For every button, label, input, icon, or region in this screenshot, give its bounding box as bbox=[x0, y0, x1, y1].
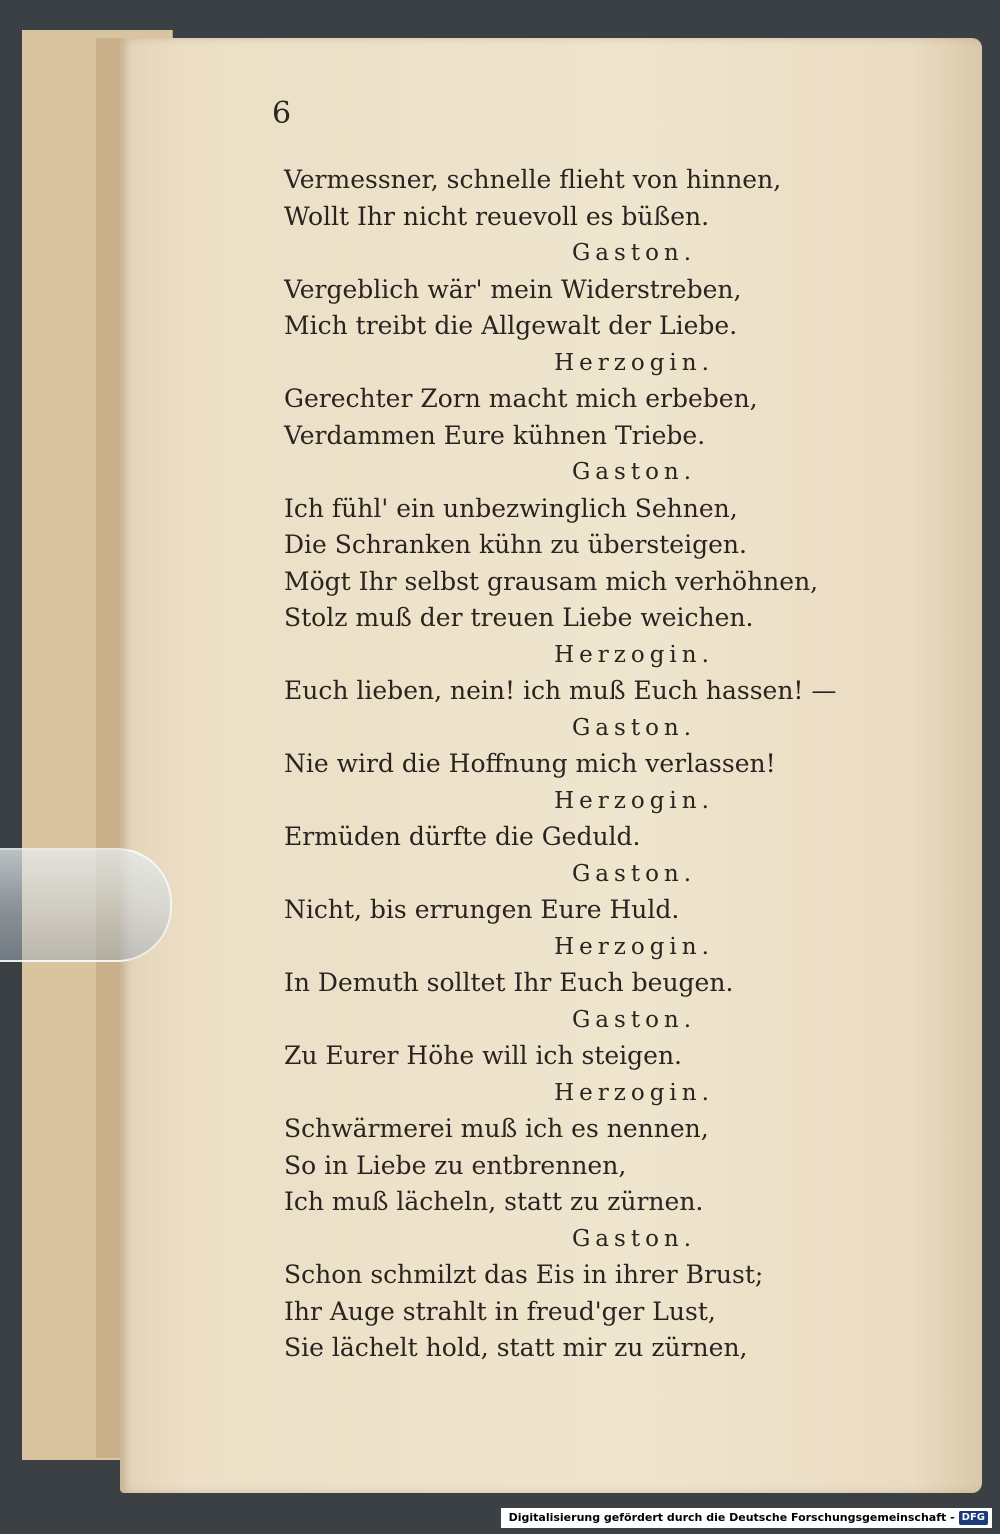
speaker-name: Herzogin. bbox=[554, 933, 714, 960]
verse-line: Nicht, bis errungen Eure Huld. bbox=[284, 895, 680, 924]
libretto-text bbox=[284, 162, 864, 1367]
speaker-name: Gaston. bbox=[571, 714, 697, 741]
speaker-name: Gaston. bbox=[571, 860, 697, 887]
verse-line: Die Schranken kühn zu übersteigen. bbox=[284, 530, 747, 559]
verse-line: Nie wird die Hoffnung mich verlassen! bbox=[284, 749, 776, 778]
verse-line: Ermüden dürfte die Geduld. bbox=[284, 822, 641, 851]
speaker-name: Herzogin. bbox=[554, 787, 714, 814]
verse-line: Stolz muß der treuen Liebe weichen. bbox=[284, 603, 754, 632]
verse-line: Mich treibt die Allgewalt der Liebe. bbox=[284, 311, 738, 340]
verse-line: Ich muß lächeln, statt zu zürnen. bbox=[284, 1187, 704, 1216]
verse-line: Schon schmilzt das Eis in ihrer Brust; bbox=[284, 1260, 764, 1289]
speaker-name: Herzogin. bbox=[554, 641, 714, 668]
verse-line: Zu Eurer Höhe will ich steigen. bbox=[284, 1041, 682, 1070]
verse-line: Gerechter Zorn macht mich erbeben, bbox=[284, 384, 758, 413]
verse-line: Euch lieben, nein! ich muß Euch hassen! — bbox=[284, 676, 837, 705]
verse-line: So in Liebe zu entbrennen, bbox=[284, 1150, 627, 1180]
verse-line: Ich fühl' ein unbezwinglich Sehnen, bbox=[284, 493, 738, 523]
speaker-name: Gaston. bbox=[571, 1006, 697, 1033]
digitization-footer bbox=[501, 1508, 992, 1528]
verse-line: Wollt Ihr nicht reuevoll es büßen. bbox=[284, 201, 710, 231]
verse-line: In Demuth solltet Ihr Euch beugen. bbox=[284, 968, 734, 997]
verse-line: Ihr Auge strahlt in freud'ger Lust, bbox=[284, 1296, 716, 1326]
verse-line: Vergeblich wär' mein Widerstreben, bbox=[284, 274, 742, 304]
speaker-name: Gaston. bbox=[571, 1225, 697, 1252]
verse-line: Mögt Ihr selbst grausam mich verhöhnen, bbox=[284, 566, 819, 596]
speaker-name: Herzogin. bbox=[554, 1079, 714, 1106]
footer-text: Digitalisierung gefördert durch die Deutsche Forschungsgemeinschaft - bbox=[508, 1511, 955, 1524]
verse-line: Vermessner, schnelle flieht von hinnen, bbox=[284, 165, 782, 194]
verse-line: Sie lächelt hold, statt mir zu zürnen, bbox=[284, 1333, 748, 1362]
speaker-name: Herzogin. bbox=[554, 349, 714, 376]
page-number: 6 bbox=[272, 96, 292, 131]
verse-line: Schwärmerei muß ich es nennen, bbox=[284, 1114, 709, 1143]
verse-line: Verdammen Eure kühnen Triebe. bbox=[284, 420, 706, 450]
dfg-logo-icon: DFG bbox=[959, 1511, 988, 1525]
speaker-name: Gaston. bbox=[571, 240, 697, 266]
speaker-name: Gaston. bbox=[571, 459, 697, 485]
glass-clip bbox=[0, 848, 172, 962]
